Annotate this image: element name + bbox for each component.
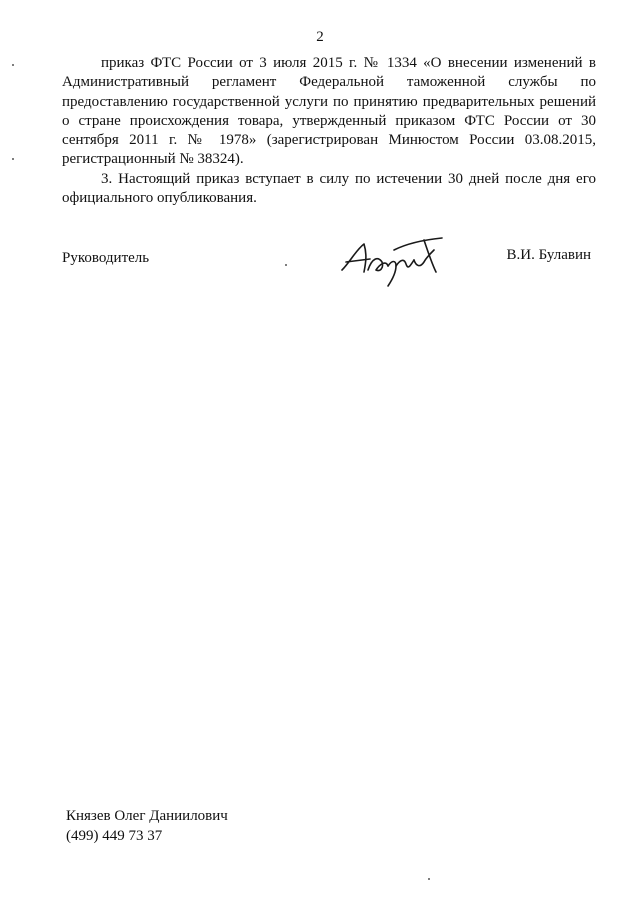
handwritten-signature [336, 232, 448, 288]
scan-speck [428, 878, 430, 880]
signer-position: Руководитель [62, 250, 150, 266]
page-number: 2 [316, 29, 324, 45]
paragraph-order-reference: приказ ФТС России от 3 июля 2015 г. № 1334 «О внесении изменений в Административный регламент Федеральной таможенной службы по предоставлению государственной услуги по принятию предварительных решений о стране происхождения товара, утвержденный приказом ФТС России от 30 сентября 2011 г. № 1978» (зарегистрирован Минюстом России 03.08.2015, регистрационный № 38324). [62, 55, 596, 168]
paragraph-effective-date: 3. Настоящий приказ вступает в силу по истечении 30 дней после дня его официального опубликования. [62, 170, 596, 207]
scan-speck [285, 264, 287, 266]
contact-phone: (499) 449 73 37 [66, 827, 163, 844]
scan-speck [12, 158, 14, 160]
signature-block [62, 249, 596, 279]
document-body [62, 54, 596, 208]
signer-name: В.И. Булавин [506, 247, 591, 263]
scan-speck [12, 64, 14, 66]
contact-block [66, 807, 228, 846]
contact-name: Князев Олег Даниилович [66, 808, 228, 824]
